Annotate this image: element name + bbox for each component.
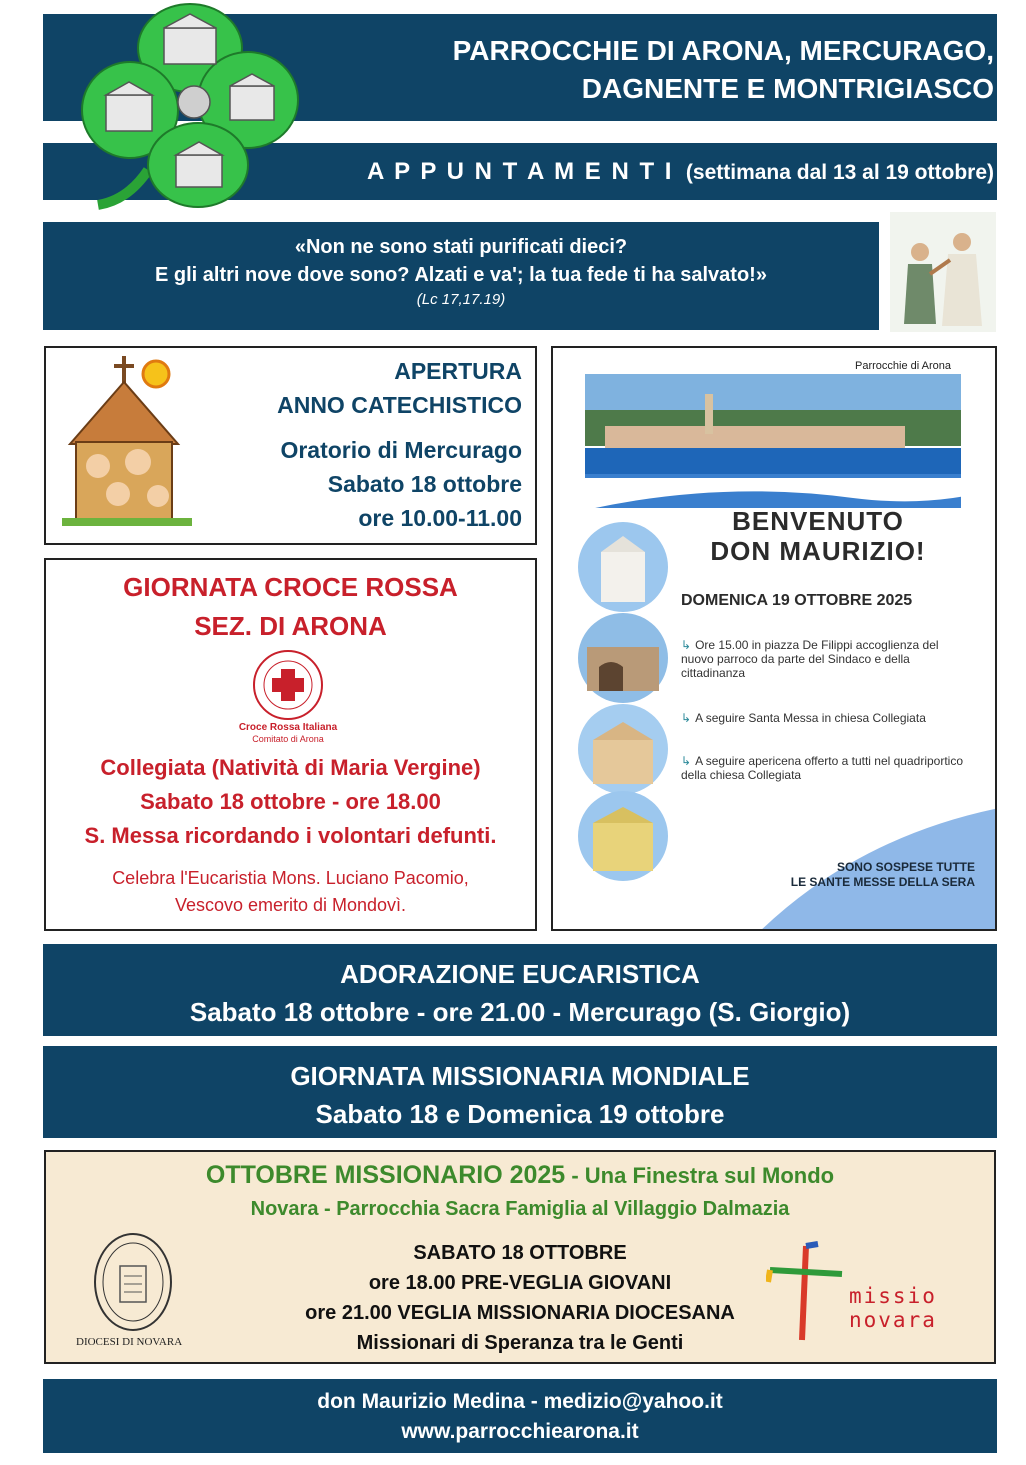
footer-website[interactable]: www.parrocchiearona.it xyxy=(401,1420,639,1443)
catechism-place: Oratorio di Mercurago xyxy=(280,437,522,463)
red-cross-logo-name: Croce Rossa Italiana xyxy=(238,722,338,733)
appointments-label: A P P U N T A M E N T I xyxy=(366,158,674,185)
appointments-heading xyxy=(300,158,994,186)
church-photo-icon-4 xyxy=(571,791,675,881)
missio-logo-text xyxy=(849,1284,937,1332)
arrow-icon: ↳ xyxy=(681,754,692,768)
diocese-label: DIOCESI DI NOVARA xyxy=(76,1336,183,1348)
saint-medallion-icon xyxy=(178,86,210,118)
quote-line2: E gli altri nove dove sono? Alzati e va'; la tua fede ti ha salvato!» xyxy=(155,264,767,286)
footer-banner xyxy=(43,1379,997,1453)
welcome-note2: LE SANTE MESSE DELLA SERA xyxy=(790,875,975,889)
mission-month-line4: Missionari di Speranza tra le Genti xyxy=(356,1332,684,1354)
red-cross-celebrant2: Vescovo emerito di Mondovì. xyxy=(174,895,407,915)
mission-month-heading xyxy=(46,1161,994,1190)
catechism-time: ore 10.00-11.00 xyxy=(358,505,522,531)
welcome-note1: SONO SOSPESE TUTTE xyxy=(836,860,975,874)
welcome-item-2 xyxy=(681,711,971,725)
welcome-item-text-3: A seguire apericena offerto a tutti nel quadriportico della chiesa Collegiata xyxy=(681,754,964,782)
welcome-item-text-2: A seguire Santa Messa in chiesa Collegiata xyxy=(695,711,926,725)
catechism-title2: ANNO CATECHISTICO xyxy=(277,392,522,418)
red-cross-title1: GIORNATA CROCE ROSSA xyxy=(123,572,458,602)
week-label: (settimana dal 13 al 19 ottobre) xyxy=(685,161,994,184)
welcome-item-text-1: Ore 15.00 in piazza De Filippi accoglienza del nuovo parroco da parte del Sindaco e della cittadinanza xyxy=(681,638,939,680)
diocese-seal-icon xyxy=(92,1232,174,1332)
welcome-title1: BENVENUTO xyxy=(732,506,904,536)
adoration-details: Sabato 18 ottobre - ore 21.00 - Mercurago (S. Giorgio) xyxy=(189,997,851,1027)
missio-word: missio xyxy=(849,1284,937,1308)
mission-day-banner xyxy=(43,1046,997,1138)
red-cross-celebrant xyxy=(46,865,535,919)
jesus-healing-icon xyxy=(890,212,996,332)
mission-month-line1: SABATO 18 OTTOBRE xyxy=(413,1242,627,1264)
header-title-line1: PARROCCHIE DI ARONA, MERCURAGO, xyxy=(452,35,994,66)
mission-month-line3: ore 21.00 VEGLIA MISSIONARIA DIOCESANA xyxy=(305,1302,735,1324)
missio-cross-icon xyxy=(766,1240,846,1344)
catechism-title1: APERTURA xyxy=(394,358,522,384)
gospel-quote xyxy=(43,222,879,330)
red-cross-logo-sub: Comitato di Arona xyxy=(252,734,324,744)
mission-day-title: GIORNATA MISSIONARIA MONDIALE xyxy=(290,1061,750,1091)
mission-month-title: OTTOBRE MISSIONARIO 2025 xyxy=(205,1161,566,1189)
welcome-note xyxy=(713,860,975,890)
catechism-text xyxy=(220,354,522,535)
welcome-item-1 xyxy=(681,638,971,680)
adoration-title: ADORAZIONE EUCARISTICA xyxy=(340,959,700,989)
red-cross-title2: SEZ. DI ARONA xyxy=(194,611,387,641)
red-cross-place: Collegiata (Natività di Maria Vergine) xyxy=(100,755,481,780)
church-photo-icon-1 xyxy=(571,522,675,612)
catechism-date: Sabato 18 ottobre xyxy=(327,471,522,497)
adoration-banner xyxy=(43,944,997,1036)
red-cross-title xyxy=(46,568,535,646)
arrow-icon: ↳ xyxy=(681,711,692,725)
red-cross-datetime: Sabato 18 ottobre - ore 18.00 xyxy=(140,789,441,814)
red-cross-logo-caption xyxy=(200,722,376,745)
header-title xyxy=(300,32,994,108)
red-cross-logo-icon xyxy=(248,648,328,722)
mission-month-line2: ore 18.00 PRE-VEGLIA GIOVANI xyxy=(368,1272,672,1294)
church-children-icon xyxy=(58,354,200,530)
quote-line1: «Non ne sono stati purificati dieci? xyxy=(294,236,628,258)
church-photo-icon-3 xyxy=(571,704,675,794)
footer-contact[interactable]: don Maurizio Medina - medizio@yahoo.it xyxy=(317,1390,723,1413)
red-cross-mass: S. Messa ricordando i volontari defunti. xyxy=(84,823,497,848)
welcome-org: Parrocchie di Arona xyxy=(855,360,951,372)
clover-logo xyxy=(78,0,308,212)
header-title-line2: DAGNENTE E MONTRIGIASCO xyxy=(581,73,994,104)
mission-day-dates: Sabato 18 e Domenica 19 ottobre xyxy=(315,1099,725,1129)
welcome-date: DOMENICA 19 OTTOBRE 2025 xyxy=(681,592,913,609)
quote-reference: (Lc 17,17.19) xyxy=(416,291,506,308)
welcome-poster xyxy=(551,346,997,931)
mission-month-subtitle: - Una Finestra sul Mondo xyxy=(565,1163,835,1188)
welcome-item-3 xyxy=(681,754,971,782)
arrow-icon: ↳ xyxy=(681,638,692,652)
mission-month-place: Novara - Parrocchia Sacra Famiglia al Villaggio Dalmazia xyxy=(250,1198,790,1220)
red-cross-celebrant1: Celebra l'Eucaristia Mons. Luciano Pacomio, xyxy=(112,868,469,888)
novara-word: novara xyxy=(849,1308,937,1332)
church-photo-icon-2 xyxy=(571,613,675,703)
welcome-title xyxy=(663,506,973,566)
red-cross-details xyxy=(46,751,535,853)
welcome-title2: DON MAURIZIO! xyxy=(710,536,926,566)
